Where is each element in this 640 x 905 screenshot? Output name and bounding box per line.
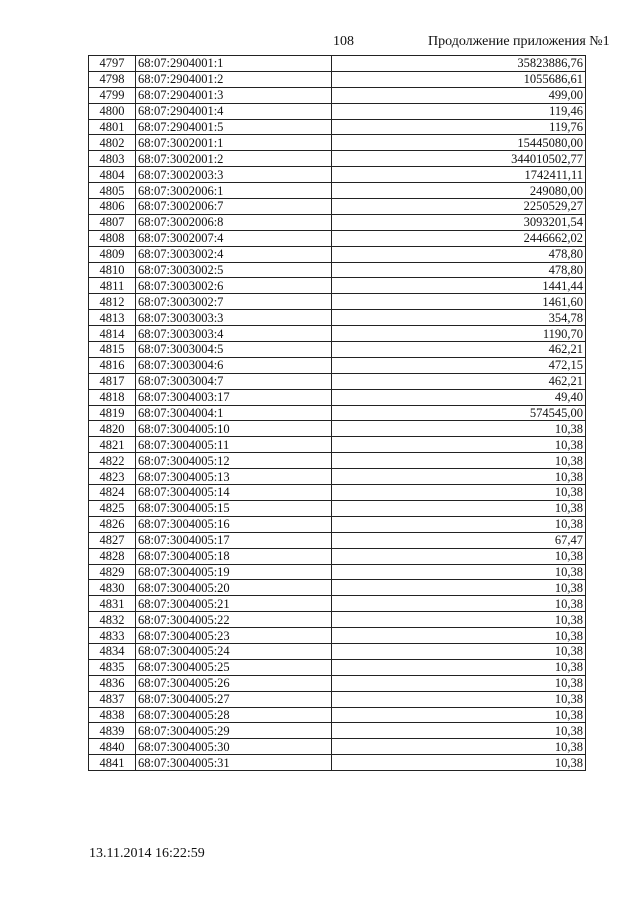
cadastral-number-cell: 68:07:3002007:4 bbox=[136, 230, 332, 246]
cadastral-number-cell: 68:07:3004005:22 bbox=[136, 612, 332, 628]
table-row bbox=[89, 532, 586, 548]
table-body bbox=[89, 56, 586, 771]
row-number-cell: 4822 bbox=[89, 453, 136, 469]
table-row bbox=[89, 294, 586, 310]
row-number-cell: 4840 bbox=[89, 739, 136, 755]
row-number-cell: 4798 bbox=[89, 71, 136, 87]
row-number-cell: 4807 bbox=[89, 214, 136, 230]
table-row bbox=[89, 485, 586, 501]
row-number-cell: 4815 bbox=[89, 342, 136, 358]
table-row bbox=[89, 230, 586, 246]
cadastral-number-cell: 68:07:3002001:1 bbox=[136, 135, 332, 151]
row-number-cell: 4819 bbox=[89, 405, 136, 421]
cadastral-value-cell: 2250529,27 bbox=[332, 199, 586, 215]
cadastral-value-cell: 10,38 bbox=[332, 421, 586, 437]
cadastral-number-cell: 68:07:3003004:6 bbox=[136, 357, 332, 373]
cadastral-value-cell: 1441,44 bbox=[332, 278, 586, 294]
cadastral-number-cell: 68:07:2904001:2 bbox=[136, 71, 332, 87]
table-row bbox=[89, 548, 586, 564]
cadastral-value-cell: 462,21 bbox=[332, 342, 586, 358]
cadastral-value-cell: 10,38 bbox=[332, 628, 586, 644]
cadastral-number-cell: 68:07:3004005:30 bbox=[136, 739, 332, 755]
row-number-cell: 4839 bbox=[89, 723, 136, 739]
cadastral-number-cell: 68:07:3004005:23 bbox=[136, 628, 332, 644]
cadastral-number-cell: 68:07:2904001:5 bbox=[136, 119, 332, 135]
table-row bbox=[89, 119, 586, 135]
row-number-cell: 4817 bbox=[89, 373, 136, 389]
table-row bbox=[89, 564, 586, 580]
cadastral-value-cell: 10,38 bbox=[332, 643, 586, 659]
cadastral-number-cell: 68:07:3004005:27 bbox=[136, 691, 332, 707]
table-row bbox=[89, 469, 586, 485]
cadastral-number-cell: 68:07:3004005:14 bbox=[136, 485, 332, 501]
cadastral-number-cell: 68:07:2904001:4 bbox=[136, 103, 332, 119]
row-number-cell: 4828 bbox=[89, 548, 136, 564]
row-number-cell: 4809 bbox=[89, 246, 136, 262]
row-number-cell: 4818 bbox=[89, 389, 136, 405]
row-number-cell: 4810 bbox=[89, 262, 136, 278]
table-row bbox=[89, 199, 586, 215]
cadastral-number-cell: 68:07:3004005:11 bbox=[136, 437, 332, 453]
cadastral-value-cell: 10,38 bbox=[332, 707, 586, 723]
cadastral-value-cell: 49,40 bbox=[332, 389, 586, 405]
cadastral-value-cell: 478,80 bbox=[332, 262, 586, 278]
table-row bbox=[89, 691, 586, 707]
cadastral-value-cell: 119,76 bbox=[332, 119, 586, 135]
row-number-cell: 4831 bbox=[89, 596, 136, 612]
row-number-cell: 4837 bbox=[89, 691, 136, 707]
cadastral-value-cell: 344010502,77 bbox=[332, 151, 586, 167]
cadastral-number-cell: 68:07:3004005:17 bbox=[136, 532, 332, 548]
cadastral-number-cell: 68:07:3003002:7 bbox=[136, 294, 332, 310]
cadastral-number-cell: 68:07:3003002:4 bbox=[136, 246, 332, 262]
table-row bbox=[89, 628, 586, 644]
page-number: 108 bbox=[333, 34, 354, 49]
row-number-cell: 4838 bbox=[89, 707, 136, 723]
cadastral-number-cell: 68:07:3004005:13 bbox=[136, 469, 332, 485]
cadastral-value-cell: 2446662,02 bbox=[332, 230, 586, 246]
cadastral-value-cell: 119,46 bbox=[332, 103, 586, 119]
cadastral-value-cell: 354,78 bbox=[332, 310, 586, 326]
cadastral-number-cell: 68:07:2904001:1 bbox=[136, 56, 332, 72]
row-number-cell: 4829 bbox=[89, 564, 136, 580]
cadastral-value-cell: 10,38 bbox=[332, 437, 586, 453]
cadastral-value-cell: 10,38 bbox=[332, 691, 586, 707]
cadastral-value-cell: 10,38 bbox=[332, 485, 586, 501]
table-row bbox=[89, 278, 586, 294]
cadastral-value-cell: 1190,70 bbox=[332, 326, 586, 342]
table-row bbox=[89, 643, 586, 659]
cadastral-value-cell: 10,38 bbox=[332, 596, 586, 612]
table-row bbox=[89, 707, 586, 723]
cadastral-value-cell: 35823886,76 bbox=[332, 56, 586, 72]
row-number-cell: 4836 bbox=[89, 675, 136, 691]
table-row bbox=[89, 373, 586, 389]
cadastral-value-cell: 249080,00 bbox=[332, 183, 586, 199]
table-row bbox=[89, 214, 586, 230]
cadastral-number-cell: 68:07:3002006:7 bbox=[136, 199, 332, 215]
table-row bbox=[89, 310, 586, 326]
row-number-cell: 4803 bbox=[89, 151, 136, 167]
cadastral-number-cell: 68:07:3004003:17 bbox=[136, 389, 332, 405]
row-number-cell: 4797 bbox=[89, 56, 136, 72]
cadastral-number-cell: 68:07:3004005:16 bbox=[136, 516, 332, 532]
table-row bbox=[89, 71, 586, 87]
row-number-cell: 4808 bbox=[89, 230, 136, 246]
cadastral-number-cell: 68:07:3002006:1 bbox=[136, 183, 332, 199]
cadastral-number-cell: 68:07:3004004:1 bbox=[136, 405, 332, 421]
cadastral-number-cell: 68:07:3004005:10 bbox=[136, 421, 332, 437]
row-number-cell: 4820 bbox=[89, 421, 136, 437]
cadastral-number-cell: 68:07:3004005:24 bbox=[136, 643, 332, 659]
row-number-cell: 4824 bbox=[89, 485, 136, 501]
row-number-cell: 4805 bbox=[89, 183, 136, 199]
row-number-cell: 4799 bbox=[89, 87, 136, 103]
cadastral-value-cell: 3093201,54 bbox=[332, 214, 586, 230]
cadastral-value-cell: 462,21 bbox=[332, 373, 586, 389]
cadastral-number-cell: 68:07:3004005:29 bbox=[136, 723, 332, 739]
row-number-cell: 4834 bbox=[89, 643, 136, 659]
table-row bbox=[89, 421, 586, 437]
table-row bbox=[89, 437, 586, 453]
cadastral-number-cell: 68:07:3003002:5 bbox=[136, 262, 332, 278]
row-number-cell: 4830 bbox=[89, 580, 136, 596]
cadastral-value-cell: 1742411,11 bbox=[332, 167, 586, 183]
table-row bbox=[89, 723, 586, 739]
table-row bbox=[89, 500, 586, 516]
row-number-cell: 4802 bbox=[89, 135, 136, 151]
cadastral-value-cell: 472,15 bbox=[332, 357, 586, 373]
row-number-cell: 4812 bbox=[89, 294, 136, 310]
row-number-cell: 4801 bbox=[89, 119, 136, 135]
table-row bbox=[89, 675, 586, 691]
table-row bbox=[89, 56, 586, 72]
cadastral-value-cell: 10,38 bbox=[332, 564, 586, 580]
cadastral-value-cell: 10,38 bbox=[332, 659, 586, 675]
table-row bbox=[89, 405, 586, 421]
row-number-cell: 4835 bbox=[89, 659, 136, 675]
cadastral-value-cell: 574545,00 bbox=[332, 405, 586, 421]
cadastral-number-cell: 68:07:3004005:31 bbox=[136, 755, 332, 771]
table-row bbox=[89, 246, 586, 262]
table-row bbox=[89, 135, 586, 151]
table-row bbox=[89, 389, 586, 405]
cadastral-number-cell: 68:07:2904001:3 bbox=[136, 87, 332, 103]
table-row bbox=[89, 612, 586, 628]
cadastral-value-cell: 10,38 bbox=[332, 675, 586, 691]
cadastral-value-cell: 10,38 bbox=[332, 739, 586, 755]
row-number-cell: 4821 bbox=[89, 437, 136, 453]
cadastral-number-cell: 68:07:3004005:19 bbox=[136, 564, 332, 580]
row-number-cell: 4806 bbox=[89, 199, 136, 215]
cadastral-number-cell: 68:07:3003002:6 bbox=[136, 278, 332, 294]
cadastral-number-cell: 68:07:3004005:18 bbox=[136, 548, 332, 564]
appendix-title: Продолжение приложения №1 bbox=[428, 34, 610, 49]
table-row bbox=[89, 87, 586, 103]
cadastral-number-cell: 68:07:3004005:12 bbox=[136, 453, 332, 469]
cadastral-value-cell: 10,38 bbox=[332, 612, 586, 628]
row-number-cell: 4826 bbox=[89, 516, 136, 532]
cadastral-value-cell: 67,47 bbox=[332, 532, 586, 548]
table-row bbox=[89, 596, 586, 612]
row-number-cell: 4811 bbox=[89, 278, 136, 294]
cadastral-number-cell: 68:07:3002001:2 bbox=[136, 151, 332, 167]
cadastral-value-cell: 1461,60 bbox=[332, 294, 586, 310]
table-row bbox=[89, 357, 586, 373]
row-number-cell: 4813 bbox=[89, 310, 136, 326]
cadastral-value-cell: 10,38 bbox=[332, 453, 586, 469]
cadastral-number-cell: 68:07:3002006:8 bbox=[136, 214, 332, 230]
cadastral-number-cell: 68:07:3004005:28 bbox=[136, 707, 332, 723]
cadastral-number-cell: 68:07:3003003:3 bbox=[136, 310, 332, 326]
table-row bbox=[89, 183, 586, 199]
cadastral-number-cell: 68:07:3004005:21 bbox=[136, 596, 332, 612]
row-number-cell: 4825 bbox=[89, 500, 136, 516]
table-row bbox=[89, 739, 586, 755]
cadastral-value-cell: 10,38 bbox=[332, 580, 586, 596]
row-number-cell: 4833 bbox=[89, 628, 136, 644]
cadastral-value-cell: 10,38 bbox=[332, 516, 586, 532]
row-number-cell: 4804 bbox=[89, 167, 136, 183]
cadastral-value-cell: 15445080,00 bbox=[332, 135, 586, 151]
table-row bbox=[89, 580, 586, 596]
table-row bbox=[89, 516, 586, 532]
cadastral-value-cell: 478,80 bbox=[332, 246, 586, 262]
cadastral-value-cell: 10,38 bbox=[332, 755, 586, 771]
cadastral-number-cell: 68:07:3003004:5 bbox=[136, 342, 332, 358]
table-row bbox=[89, 103, 586, 119]
print-timestamp: 13.11.2014 16:22:59 bbox=[89, 846, 205, 861]
cadastral-value-cell: 10,38 bbox=[332, 548, 586, 564]
cadastral-number-cell: 68:07:3004005:25 bbox=[136, 659, 332, 675]
cadastral-value-cell: 10,38 bbox=[332, 723, 586, 739]
row-number-cell: 4816 bbox=[89, 357, 136, 373]
table-row bbox=[89, 167, 586, 183]
cadastral-value-cell: 10,38 bbox=[332, 500, 586, 516]
cadastral-number-cell: 68:07:3003003:4 bbox=[136, 326, 332, 342]
cadastral-number-cell: 68:07:3004005:26 bbox=[136, 675, 332, 691]
cadastral-value-cell: 10,38 bbox=[332, 469, 586, 485]
row-number-cell: 4823 bbox=[89, 469, 136, 485]
table-row bbox=[89, 755, 586, 771]
cadastral-number-cell: 68:07:3004005:15 bbox=[136, 500, 332, 516]
table-row bbox=[89, 151, 586, 167]
table-row bbox=[89, 342, 586, 358]
row-number-cell: 4841 bbox=[89, 755, 136, 771]
table-row bbox=[89, 659, 586, 675]
cadastral-number-cell: 68:07:3004005:20 bbox=[136, 580, 332, 596]
cadastral-number-cell: 68:07:3003004:7 bbox=[136, 373, 332, 389]
row-number-cell: 4827 bbox=[89, 532, 136, 548]
cadastral-value-cell: 1055686,61 bbox=[332, 71, 586, 87]
table-row bbox=[89, 262, 586, 278]
cadastral-number-cell: 68:07:3002003:3 bbox=[136, 167, 332, 183]
cadastral-value-cell: 499,00 bbox=[332, 87, 586, 103]
row-number-cell: 4800 bbox=[89, 103, 136, 119]
cadastral-value-table bbox=[88, 55, 586, 771]
row-number-cell: 4832 bbox=[89, 612, 136, 628]
table-row bbox=[89, 453, 586, 469]
table-row bbox=[89, 326, 586, 342]
row-number-cell: 4814 bbox=[89, 326, 136, 342]
